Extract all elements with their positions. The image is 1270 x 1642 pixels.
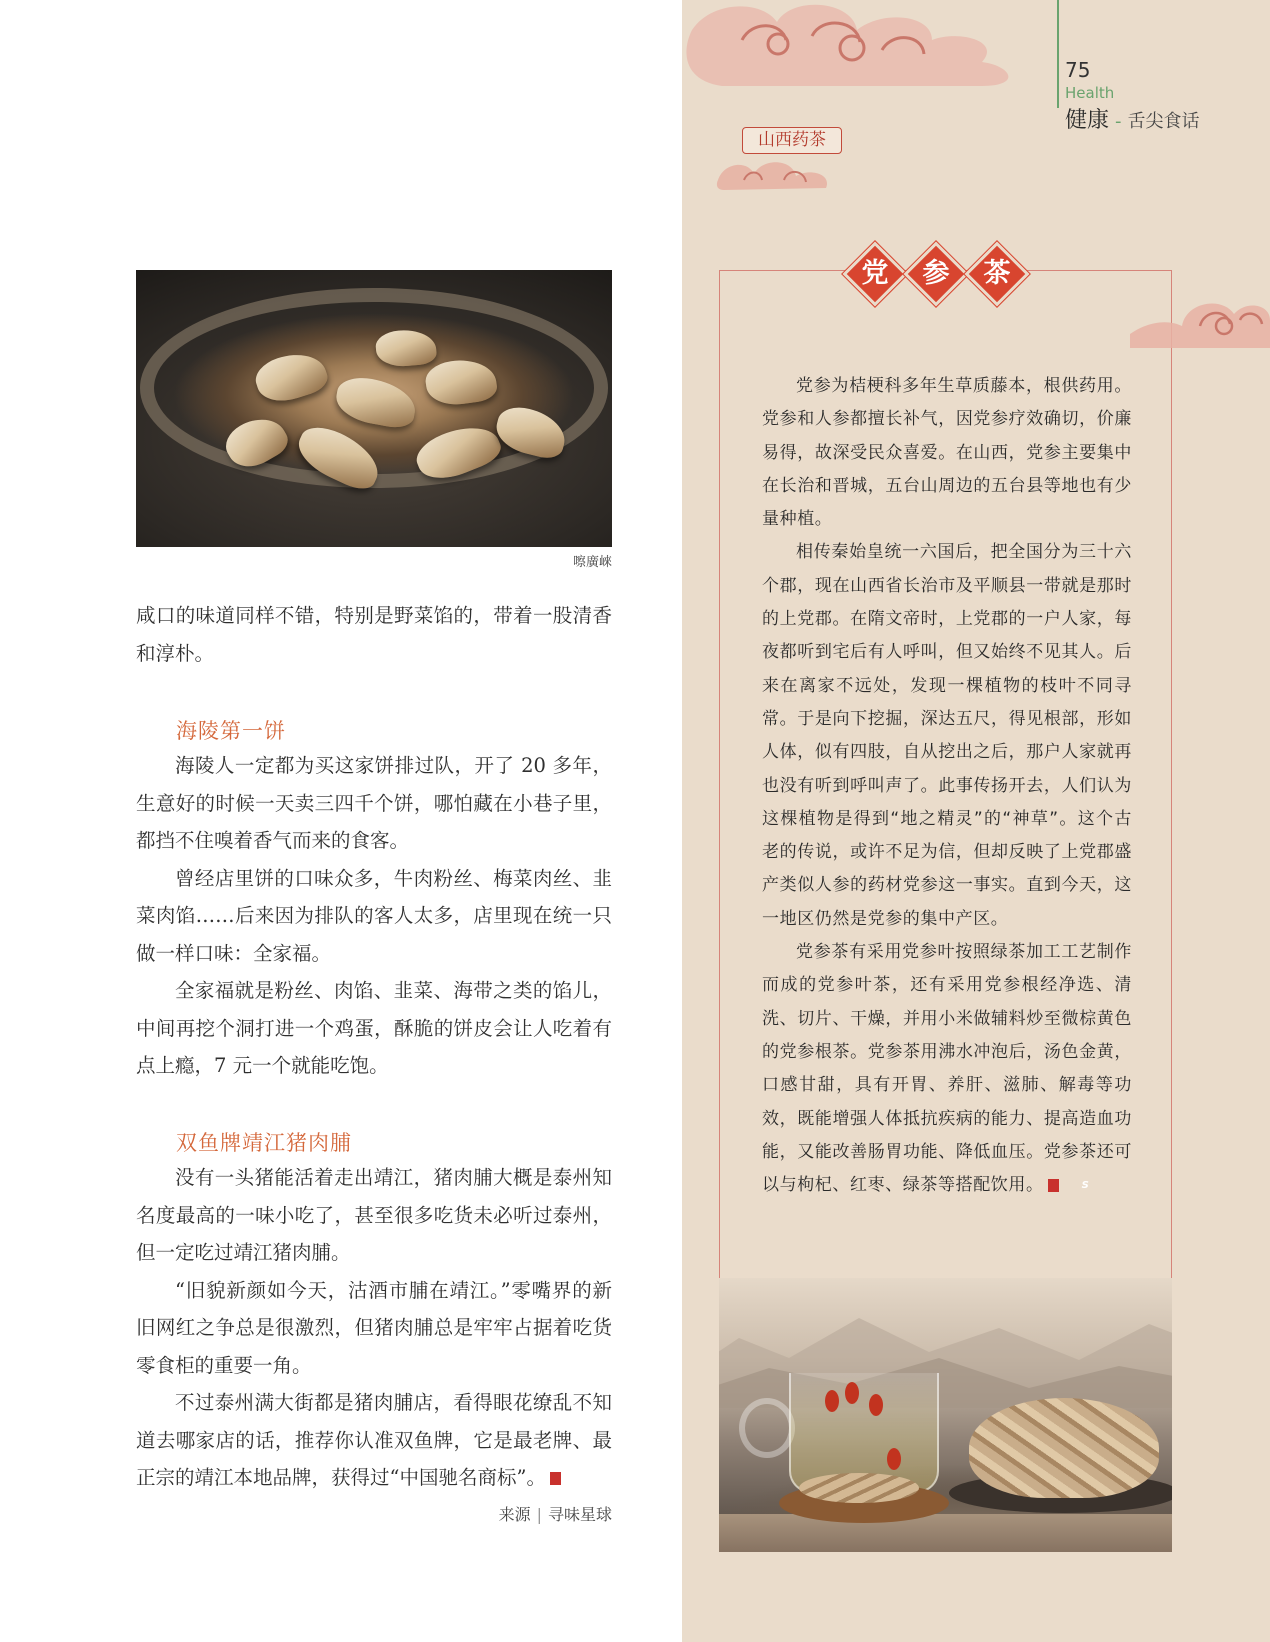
body-paragraph: “旧貌新颜如今天，沽酒市脯在靖江。”零嘴界的新旧网红之争总是很激烈，但猪肉脯总是牢牢占据着吃货零食柜的重要一角。 <box>136 1278 612 1377</box>
goji-berry <box>887 1448 901 1470</box>
source-label: 来源 <box>498 1505 531 1524</box>
body-paragraph: 没有一头猪能活着走出靖江，猪肉脯大概是泰州知名度最高的一味小吃了，甚至很多吃货未必听过泰州，但一定吃过靖江猪肉脯。 <box>136 1166 612 1264</box>
body-paragraph: 相传秦始皇统一六国后，把全国分为三十六个郡，现在山西省长治市及平顺县一带就是那时的上党郡。在隋文帝时，上党郡的一户人家，每夜都听到宅后有人呼叫，但又始终不见其人。后来在离家不远处，发现一棵植物的枝叶不同寻常。于是向下挖掘，深达五尺，得见根部，形如人体，似有四肢，自从挖出之后，那户人家就再也没有听到呼叫声了。此事传扬开去，人们认为这棵植物是得到“地之精灵”的“神草”。这个古老的传说，或许不足为信，但却反映了上党郡盛产类似人参的药材党参这一事实。直到今天，这一地区仍然是党参的集中产区。 <box>762 542 1132 929</box>
auspicious-cloud-decoration <box>682 0 1062 86</box>
category-chinese: 健康 <box>1065 108 1110 133</box>
header-divider <box>1057 0 1059 108</box>
title-char: 党 <box>861 258 889 289</box>
tablecloth <box>719 1514 1172 1552</box>
body-paragraph: 全家福就是粉丝、肉馅、韭菜、海带之类的馅儿，中间再挖个洞打进一个鸡蛋，酥脆的饼皮会让人吃着有点上瘾，7 元一个就能吃饱。 <box>136 979 612 1077</box>
goji-berry <box>869 1394 883 1416</box>
goji-berry <box>825 1390 839 1412</box>
intro-text <box>136 597 612 672</box>
body-paragraph: 不过泰州满大街都是猪肉脯店，看得眼花缭乱不知道去哪家店的话，推荐你认准双鱼牌，它是最老牌、最正宗的靖江本地品牌，获得过“中国驰名商标”。 <box>136 1391 612 1489</box>
photo-caption: 嚓廣崍 <box>572 555 612 570</box>
glass-handle <box>739 1398 795 1458</box>
intro-paragraph: 咸口的味道同样不错，特别是野菜馅的，带着一股清香和淳朴。 <box>136 604 612 665</box>
small-cloud-decoration <box>714 150 834 194</box>
end-mark-icon: S <box>550 1472 561 1485</box>
goji-berry <box>845 1382 859 1404</box>
end-mark-icon: S <box>1048 1179 1059 1192</box>
category-english: Health <box>1065 84 1115 102</box>
title-diamond <box>969 246 1025 302</box>
spoon-roots <box>799 1473 919 1503</box>
mountain-backdrop <box>719 1288 1172 1408</box>
title-diamond <box>847 246 903 302</box>
body-paragraph: 海陵人一定都为买这家饼排过队，开了 20 多年，生意好的时候一天卖三四千个饼，哪怕藏在小巷子里，都挡不住嗅着香气而来的食客。 <box>136 754 612 852</box>
title-dash: - <box>1115 111 1122 132</box>
section-body-hailing-bing <box>136 747 612 1085</box>
dangshen-root-pile <box>969 1398 1159 1498</box>
page-number: 75 <box>1065 58 1091 82</box>
source-name: 寻味星球 <box>547 1505 612 1524</box>
dangshen-tea-article <box>762 370 1132 1202</box>
auspicious-cloud-decoration <box>1130 290 1270 350</box>
topic-tag: 山西药茶 <box>742 127 842 154</box>
body-paragraph: 党参茶有采用党参叶按照绿茶加工工艺制作而成的党参叶茶，还有采用党参根经净选、清洗、切片、干燥，并用小米做辅料炒至微棕黄色的党参根茶。党参茶用沸水冲泡后，汤色金黄，口感甘甜，具有开胃、养肝、滋肺、解毒等功效，既能增强人体抵抗疾病的能力、提高造血功能，又能改善肠胃功能、降低血压。党参茶还可以与枸杞、红枣、绿茶等搭配饮用。 <box>762 942 1132 1196</box>
column-title <box>1065 103 1200 134</box>
divider: | <box>536 1505 542 1524</box>
sesame-bun-pot-photo <box>136 270 612 547</box>
section-body-pork-jerky <box>136 1159 612 1497</box>
section-heading-hailing-bing: 海陵第一饼 <box>176 719 286 743</box>
body-paragraph: 党参为桔梗科多年生草质藤本，根供药用。党参和人参都擅长补气，因党参疗效确切，价廉易得，故深受民众喜爱。在山西，党参主要集中在长治和晋城，五台山周边的五台县等地也有少量种植。 <box>762 376 1132 530</box>
title-char: 茶 <box>983 258 1011 289</box>
source-credit <box>136 1502 612 1525</box>
body-paragraph: 曾经店里饼的口味众多，牛肉粉丝、梅菜肉丝、韭菜肉馅……后来因为排队的客人太多，店里现在统一只做一样口味：全家福。 <box>136 866 612 965</box>
title-char: 参 <box>922 258 950 289</box>
title-diamond <box>908 246 964 302</box>
dangshen-tea-photo <box>719 1278 1172 1552</box>
section-heading-pork-jerky: 双鱼牌靖江猪肉脯 <box>176 1131 352 1155</box>
column-name: 舌尖食话 <box>1127 111 1200 132</box>
